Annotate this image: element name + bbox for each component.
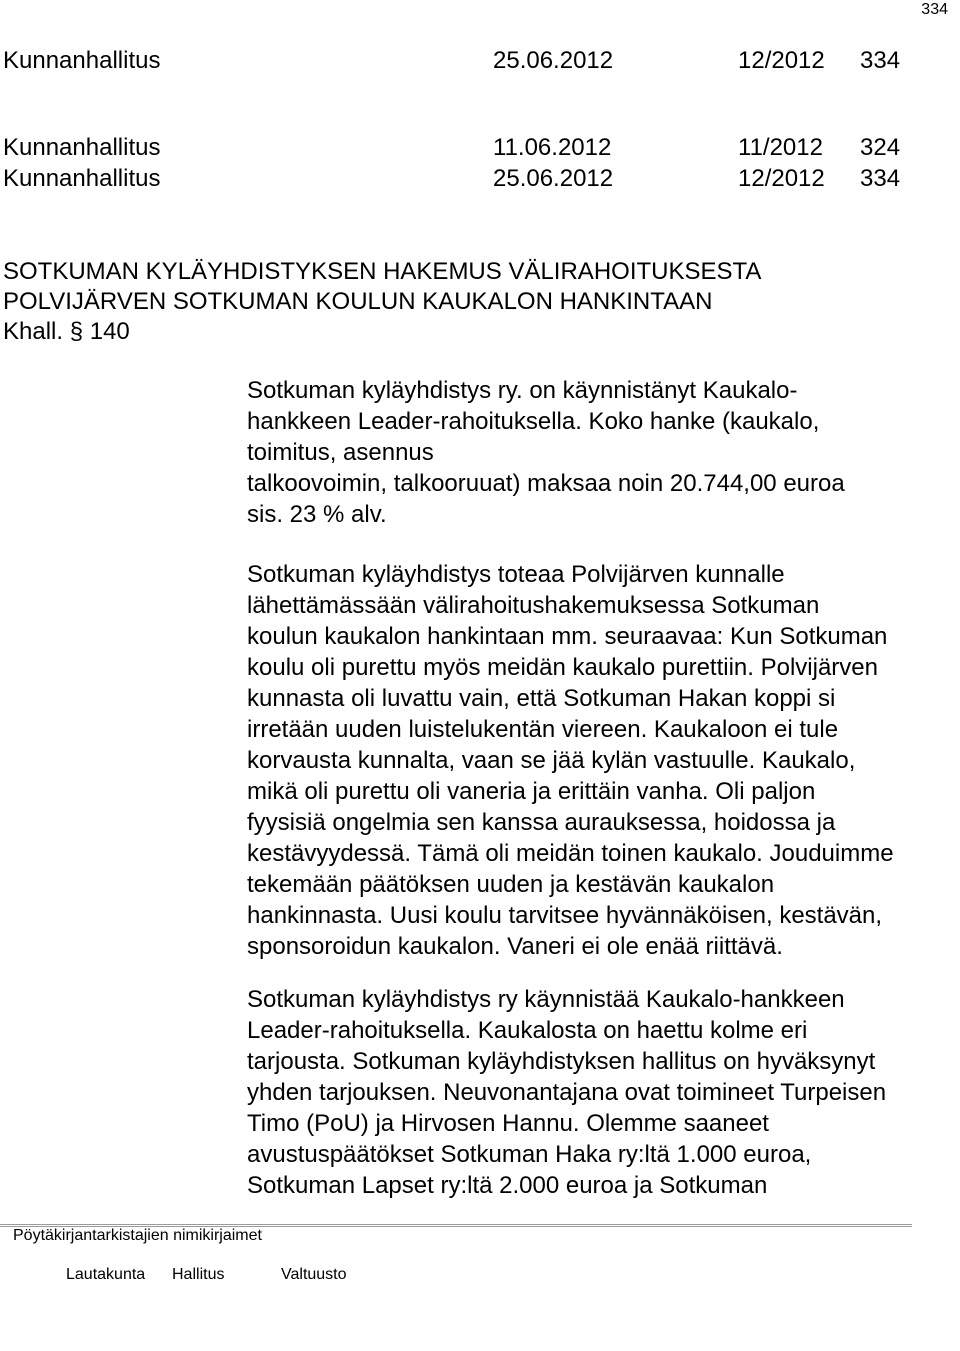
history-body: Kunnanhallitus (3, 134, 161, 161)
footer-col-hallitus: Hallitus (172, 1266, 225, 1283)
header-body: Kunnanhallitus (3, 47, 161, 74)
history-meeting: 12/2012 (738, 165, 825, 192)
paragraph-text: Sotkuman kyläyhdistys ry. on käynnistänyt Kaukalo- hankkeen Leader-rahoituksella. Koko hanke (kaukalo, toimitus, asennus talkoovoimin, talkooruuat) maksaa noin 20.744,00 euroa sis. 23 % alv. (247, 377, 845, 528)
history-section: 334 (860, 165, 901, 192)
paragraph-text: Sotkuman kyläyhdistys toteaa Polvijärven kunnalle lähettämässään välirahoitushakemuksessa Sotkuman koulun kaukalon hankintaan mm. seuraavaa: Kun Sotkuman koulu oli purettu myös meidän kaukalo purettiin. Polvijärven kunnasta oli luvattu vain, että Sotkuman Hakan koppi si irretään uuden luistelukentän viereen. Kaukaloon ei tule korvausta kunnalta, vaan se jää kylän vastuulle. Kaukalo, mikä oli purettu oli vaneria ja erittäin vanha. Oli paljon fyysisiä ongelmia sen kanssa aurauksessa, hoidossa ja kestävyydessä. Tämä oli meidän toinen kaukalo. Jouduimme tekemään päätöksen uuden ja kestävän kaukalon hankinnasta. Uusi koulu tarvitsee hyvännäköisen, kestävän, sponsoroidun kaukalon. Vaneri ei ole enää riittävä. (247, 561, 894, 960)
paragraph (247, 559, 959, 962)
section-reference: Khall. § 140 (3, 318, 130, 345)
paragraph-text: Sotkuman kyläyhdistys ry käynnistää Kaukalo-hankkeen Leader-rahoituksella. Kaukalosta on haettu kolme eri tarjousta. Sotkuman kyläyhdistyksen hallitus on hyväksynyt yhden tarjouksen. Neuvonantajana ovat toimineet Turpeisen Timo (PoU) ja Hirvosen Hannu. Olemme saaneet avustuspäätökset Sotkuman Haka ry:ltä 1.000 euroa, Sotkuman Lapset ry:ltä 2.000 euroa ja Sotkuman (247, 986, 887, 1199)
footer-col-lautakunta: Lautakunta (66, 1266, 146, 1283)
title-line-1: SOTKUMAN KYLÄYHDISTYKSEN HAKEMUS VÄLIRAHOITUKSESTA (3, 258, 762, 285)
footer-col-valtuusto: Valtuusto (281, 1266, 347, 1283)
footer-label: Pöytäkirjantarkistajien nimikirjaimet (13, 1227, 262, 1244)
title-line-2: POLVIJÄRVEN SOTKUMAN KOULUN KAUKALON HANKINTAAN (3, 288, 713, 315)
history-meeting: 11/2012 (738, 134, 823, 161)
history-body: Kunnanhallitus (3, 165, 161, 192)
page-number: 334 (921, 1, 948, 18)
header-date: 25.06.2012 (493, 47, 614, 74)
history-date: 11.06.2012 (493, 134, 612, 161)
history-date: 25.06.2012 (493, 165, 614, 192)
paragraph (247, 984, 959, 1201)
history-section: 324 (860, 134, 901, 161)
header-meeting: 12/2012 (738, 47, 825, 74)
paragraph (247, 375, 959, 530)
header-section: 334 (860, 47, 901, 74)
